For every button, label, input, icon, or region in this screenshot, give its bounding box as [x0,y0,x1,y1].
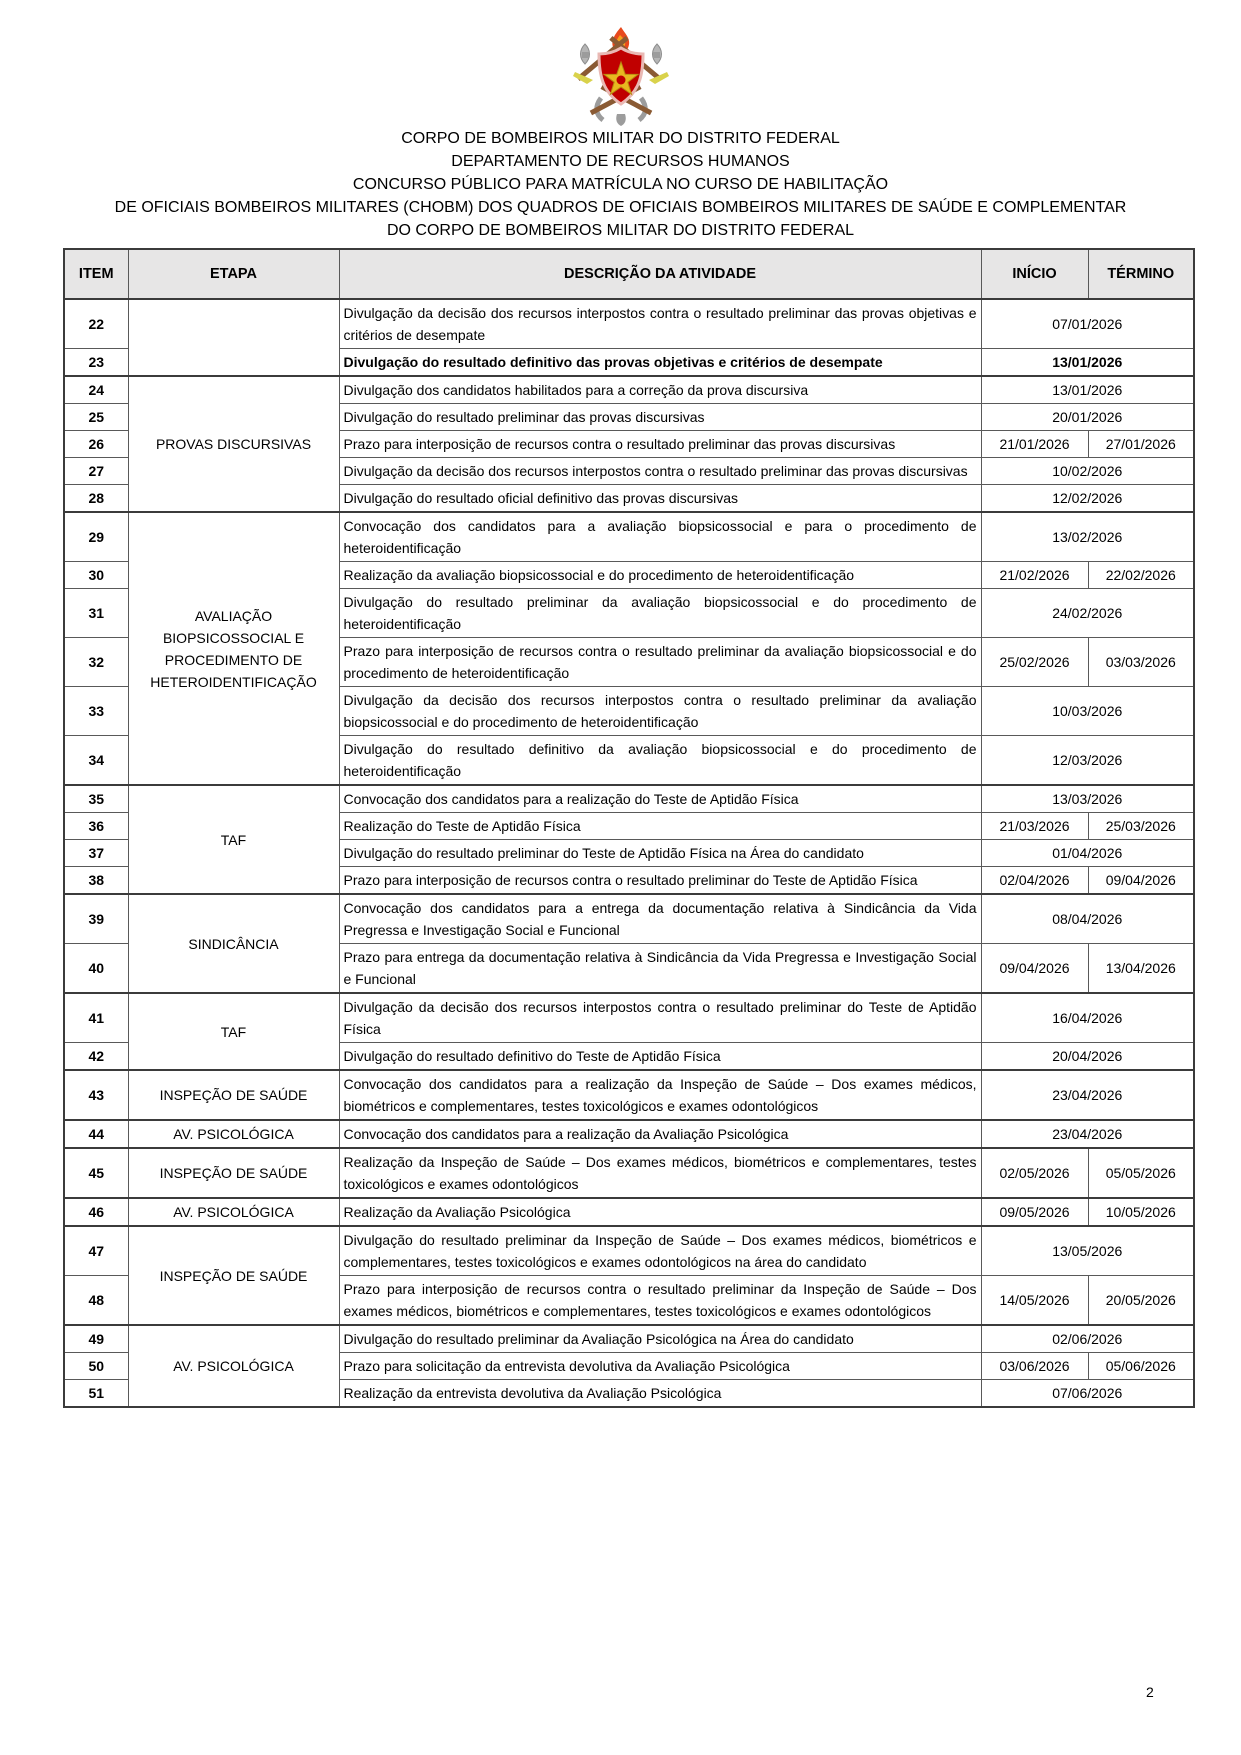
item-cell: 38 [64,867,128,895]
date-cell: 10/03/2026 [981,687,1194,736]
activity-cell: Divulgação do resultado preliminar das provas discursivas [339,404,981,431]
etapa-cell: AVALIAÇÃO BIOPSICOSSOCIAL E PROCEDIMENTO DE HETEROIDENTIFICAÇÃO [128,512,339,785]
inicio-cell: 03/06/2026 [981,1353,1088,1380]
item-cell: 22 [64,299,128,349]
activity-cell: Convocação dos candidatos para a avaliação biopsicossocial e para o procedimento de heteroidentificação [339,512,981,562]
activity-cell: Realização da entrevista devolutiva da Avaliação Psicológica [339,1380,981,1408]
table-row [64,299,1194,349]
activity-cell: Realização da avaliação biopsicossocial e do procedimento de heteroidentificação [339,562,981,589]
item-cell: 34 [64,736,128,786]
department-line: DEPARTAMENTO DE RECURSOS HUMANOS [451,153,790,170]
contest-title-line-1: CONCURSO PÚBLICO PARA MATRÍCULA NO CURSO DE HABILITAÇÃO [352,176,889,193]
item-cell: 26 [64,431,128,458]
inicio-cell: 21/02/2026 [981,562,1088,589]
activity-cell: Divulgação do resultado preliminar da Inspeção de Saúde – Dos exames médicos, biométricos e complementares, testes toxicológicos e exames odontológicos na área do candidato [339,1226,981,1276]
table-row [64,1198,1194,1226]
item-cell: 51 [64,1380,128,1408]
termino-cell: 09/04/2026 [1088,867,1194,895]
inicio-cell: 21/01/2026 [981,431,1088,458]
activity-cell: Divulgação dos candidatos habilitados para a correção da prova discursiva [339,376,981,404]
activity-cell: Prazo para interposição de recursos contra o resultado preliminar da avaliação biopsicossocial e do procedimento de heteroidentificação [339,638,981,687]
activity-cell: Divulgação do resultado definitivo do Teste de Aptidão Física [339,1043,981,1071]
activity-cell: Divulgação da decisão dos recursos interpostos contra o resultado preliminar do Teste de Aptidão Física [339,993,981,1043]
activity-cell: Realização da Inspeção de Saúde – Dos exames médicos, biométricos e complementares, testes toxicológicos e exames odontológicos [339,1148,981,1198]
item-cell: 39 [64,894,128,944]
inicio-cell: 02/04/2026 [981,867,1088,895]
date-cell: 16/04/2026 [981,993,1194,1043]
etapa-cell: SINDICÂNCIA [128,894,339,993]
column-header-item: ITEM [64,249,128,299]
item-cell: 40 [64,944,128,994]
activity-cell: Realização do Teste de Aptidão Física [339,813,981,840]
page-number: 2 [1146,1684,1154,1700]
date-cell: 13/02/2026 [981,512,1194,562]
inicio-cell: 09/04/2026 [981,944,1088,994]
termino-cell: 22/02/2026 [1088,562,1194,589]
date-cell: 10/02/2026 [981,458,1194,485]
activity-cell: Convocação dos candidatos para a entrega da documentação relativa à Sindicância da Vida Pregressa e Investigação Social e Funcional [339,894,981,944]
termino-cell: 25/03/2026 [1088,813,1194,840]
activity-cell: Divulgação do resultado preliminar da Avaliação Psicológica na Área do candidato [339,1325,981,1353]
date-cell: 13/03/2026 [981,785,1194,813]
activity-cell: Divulgação do resultado preliminar da avaliação biopsicossocial e do procedimento de heteroidentificação [339,589,981,638]
date-cell: 13/01/2026 [981,376,1194,404]
item-cell: 49 [64,1325,128,1353]
termino-cell: 10/05/2026 [1088,1198,1194,1226]
item-cell: 42 [64,1043,128,1071]
date-cell: 13/05/2026 [981,1226,1194,1276]
table-row [64,1148,1194,1198]
item-cell: 30 [64,562,128,589]
termino-cell: 03/03/2026 [1088,638,1194,687]
date-cell: 01/04/2026 [981,840,1194,867]
activity-cell: Prazo para solicitação da entrevista devolutiva da Avaliação Psicológica [339,1353,981,1380]
termino-cell: 13/04/2026 [1088,944,1194,994]
activity-cell: Divulgação da decisão dos recursos interpostos contra o resultado preliminar das provas discursivas [339,458,981,485]
table-row [64,1120,1194,1148]
etapa-cell: INSPEÇÃO DE SAÚDE [128,1226,339,1325]
item-cell: 41 [64,993,128,1043]
etapa-cell: AV. PSICOLÓGICA [128,1198,339,1226]
item-cell: 47 [64,1226,128,1276]
date-cell: 08/04/2026 [981,894,1194,944]
table-row [64,993,1194,1043]
contest-title-line-3: DO CORPO DE BOMBEIROS MILITAR DO DISTRITO FEDERAL [386,222,855,239]
item-cell: 35 [64,785,128,813]
item-cell: 45 [64,1148,128,1198]
item-cell: 24 [64,376,128,404]
item-cell: 31 [64,589,128,638]
org-name-line: CORPO DE BOMBEIROS MILITAR DO DISTRITO FEDERAL [401,130,840,147]
document-header [55,127,1186,242]
table-row [64,785,1194,813]
date-cell: 23/04/2026 [981,1120,1194,1148]
termino-cell: 05/06/2026 [1088,1353,1194,1380]
date-cell: 13/01/2026 [981,349,1194,377]
item-cell: 37 [64,840,128,867]
activity-cell: Convocação dos candidatos para a realização da Inspeção de Saúde – Dos exames médicos, biométricos e complementares, testes toxicológicos e exames odontológicos [339,1070,981,1120]
item-cell: 28 [64,485,128,513]
item-cell: 29 [64,512,128,562]
item-cell: 50 [64,1353,128,1380]
date-cell: 24/02/2026 [981,589,1194,638]
activity-cell: Prazo para interposição de recursos contra o resultado preliminar das provas discursivas [339,431,981,458]
date-cell: 07/06/2026 [981,1380,1194,1408]
etapa-cell: AV. PSICOLÓGICA [128,1325,339,1407]
inicio-cell: 14/05/2026 [981,1276,1088,1326]
item-cell: 27 [64,458,128,485]
item-cell: 46 [64,1198,128,1226]
inicio-cell: 25/02/2026 [981,638,1088,687]
termino-cell: 20/05/2026 [1088,1276,1194,1326]
date-cell: 12/03/2026 [981,736,1194,786]
activity-cell: Divulgação da decisão dos recursos interpostos contra o resultado preliminar da avaliação biopsicossocial e do procedimento de heteroidentificação [339,687,981,736]
activity-cell: Realização da Avaliação Psicológica [339,1198,981,1226]
etapa-cell: PROVAS DISCURSIVAS [128,376,339,512]
etapa-cell: AV. PSICOLÓGICA [128,1120,339,1148]
activity-cell: Convocação dos candidatos para a realização da Avaliação Psicológica [339,1120,981,1148]
table-row [64,1070,1194,1120]
contest-title-line-2: DE OFICIAIS BOMBEIROS MILITARES (CHOBM) DOS QUADROS DE OFICIAIS BOMBEIROS MILITARES DE SAÚDE E COMPLEMENTAR [114,199,1127,216]
table-row [64,512,1194,562]
item-cell: 32 [64,638,128,687]
table-row [64,894,1194,944]
etapa-cell: INSPEÇÃO DE SAÚDE [128,1070,339,1120]
date-cell: 23/04/2026 [981,1070,1194,1120]
date-cell: 20/04/2026 [981,1043,1194,1071]
column-header-descricao: DESCRIÇÃO DA ATIVIDADE [339,249,981,299]
column-header-etapa: ETAPA [128,249,339,299]
table-row [64,1226,1194,1276]
date-cell: 02/06/2026 [981,1325,1194,1353]
logo-container [0,26,1241,126]
header-row [64,249,1194,299]
date-cell: 20/01/2026 [981,404,1194,431]
cbmdf-crest-icon [557,26,685,126]
activity-cell: Divulgação do resultado definitivo das provas objetivas e critérios de desempate [339,349,981,377]
column-header-termino: TÉRMINO [1088,249,1194,299]
schedule-body [64,299,1194,1407]
etapa-cell: TAF [128,993,339,1070]
activity-cell: Divulgação da decisão dos recursos interpostos contra o resultado preliminar das provas objetivas e critérios de desempate [339,299,981,349]
table-row [64,1325,1194,1353]
activity-cell: Prazo para interposição de recursos contra o resultado preliminar do Teste de Aptidão Física [339,867,981,895]
schedule-table [63,248,1195,1408]
inicio-cell: 02/05/2026 [981,1148,1088,1198]
inicio-cell: 21/03/2026 [981,813,1088,840]
column-header-inicio: INÍCIO [981,249,1088,299]
item-cell: 36 [64,813,128,840]
etapa-cell: INSPEÇÃO DE SAÚDE [128,1148,339,1198]
activity-cell: Divulgação do resultado preliminar do Teste de Aptidão Física na Área do candidato [339,840,981,867]
item-cell: 48 [64,1276,128,1326]
item-cell: 33 [64,687,128,736]
activity-cell: Prazo para entrega da documentação relativa à Sindicância da Vida Pregressa e Investigação Social e Funcional [339,944,981,994]
date-cell: 12/02/2026 [981,485,1194,513]
schedule-table-header [64,249,1194,299]
date-cell: 07/01/2026 [981,299,1194,349]
item-cell: 25 [64,404,128,431]
item-cell: 43 [64,1070,128,1120]
activity-cell: Divulgação do resultado definitivo da avaliação biopsicossocial e do procedimento de heteroidentificação [339,736,981,786]
item-cell: 44 [64,1120,128,1148]
activity-cell: Prazo para interposição de recursos contra o resultado preliminar da Inspeção de Saúde – Dos exames médicos, biométricos e complementares, testes toxicológicos e exames odontológicos [339,1276,981,1326]
etapa-cell [128,299,339,376]
termino-cell: 05/05/2026 [1088,1148,1194,1198]
termino-cell: 27/01/2026 [1088,431,1194,458]
table-row [64,376,1194,404]
etapa-cell: TAF [128,785,339,894]
activity-cell: Convocação dos candidatos para a realização do Teste de Aptidão Física [339,785,981,813]
item-cell: 23 [64,349,128,377]
inicio-cell: 09/05/2026 [981,1198,1088,1226]
activity-cell: Divulgação do resultado oficial definitivo das provas discursivas [339,485,981,513]
